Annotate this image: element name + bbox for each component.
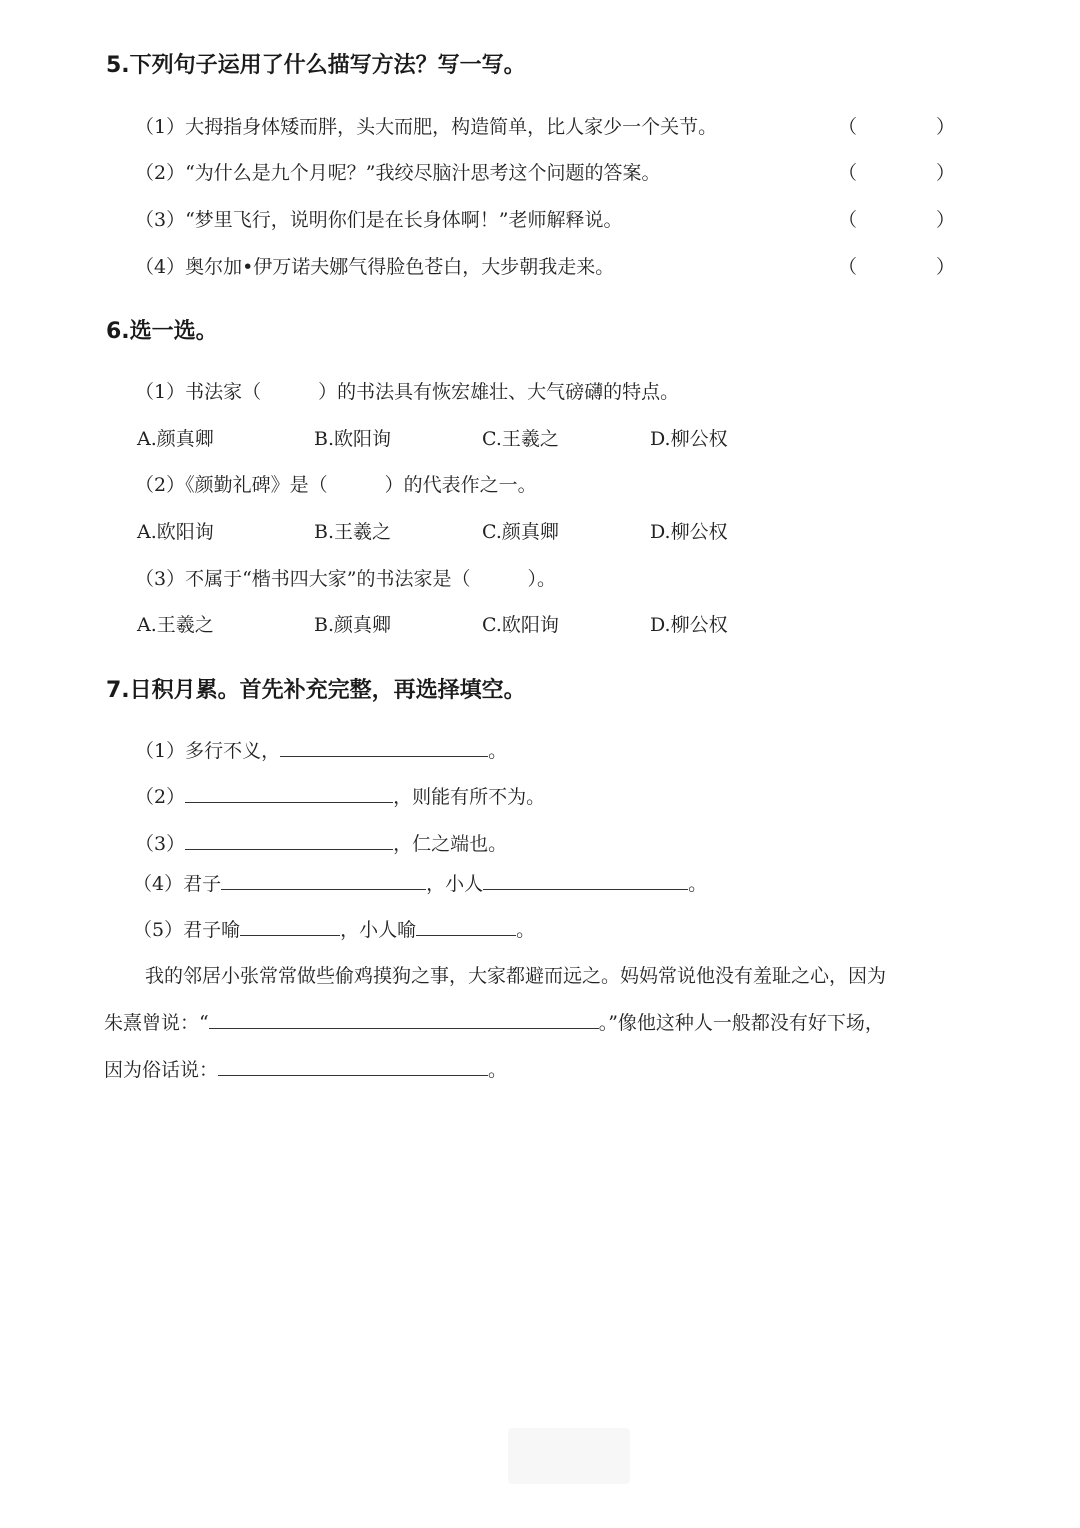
q6-stem-1: （1）书法家（ ）的书法具有恢宏雄壮、大气磅礴的特点。 [135, 381, 680, 403]
q6-2-option-b: B.王羲之 [314, 521, 392, 543]
q5-item-3-paren-open: （ [838, 209, 858, 231]
q7-fill-5-blank-a[interactable] [240, 917, 340, 936]
q6-1-option-b: B.欧阳询 [314, 428, 392, 450]
q7-fill-5 [133, 915, 535, 942]
q7-fill-3 [135, 829, 507, 856]
q5-item-1-paren-close: ） [936, 116, 956, 138]
q7-fill-4-blank-b[interactable] [483, 871, 688, 890]
q6-1-option-c: C.王羲之 [482, 428, 559, 450]
q6-3-option-b: B.颜真卿 [314, 614, 392, 636]
q6-2-option-a: A.欧阳询 [137, 521, 214, 543]
q7-fill-1-blank[interactable] [280, 738, 488, 757]
q5-item-1: （1）大拇指身体矮而胖，头大而肥，构造简单，比人家少一个关节。 [135, 116, 718, 138]
scan-smudge [508, 1428, 630, 1484]
q7-passage-line-3-prefix: 因为俗话说： [104, 1059, 219, 1081]
q7-fill-5-middle: ，小人喻 [340, 919, 417, 941]
q7-fill-2-suffix: ，则能有所不为。 [393, 786, 546, 808]
q6-heading: 6.选一选。 [106, 319, 218, 344]
q7-fill-1-suffix: 。 [488, 740, 508, 762]
q7-fill-4 [133, 869, 707, 896]
q7-fill-3-blank[interactable] [185, 831, 393, 850]
q5-item-4-paren-close: ） [936, 256, 956, 278]
q5-item-2-paren-open: （ [838, 162, 858, 184]
q7-fill-5-blank-b[interactable] [416, 917, 516, 936]
q7-fill-1-prefix: （1）多行不义， [135, 740, 281, 762]
q6-1-option-d: D.柳公权 [650, 428, 728, 450]
q7-passage-line-2 [104, 1008, 884, 1035]
q7-fill-3-suffix: ，仁之端也。 [393, 833, 508, 855]
q7-fill-4-prefix: （4）君子 [133, 873, 222, 895]
q7-fill-4-blank-a[interactable] [221, 871, 426, 890]
q5-item-2: （2）“为什么是九个月呢？”我绞尽脑汁思考这个问题的答案。 [135, 162, 661, 184]
q6-stem-2: （2）《颜勤礼碑》是（ ）的代表作之一。 [135, 474, 537, 496]
q7-passage-line-3-suffix: 。 [488, 1059, 508, 1081]
q6-stem-3: （3）不属于“楷书四大家”的书法家是（ ）。 [135, 568, 557, 590]
q7-fill-2-blank[interactable] [185, 784, 393, 803]
q5-item-3: （3）“梦里飞行，说明你们是在长身体啊！”老师解释说。 [135, 209, 623, 231]
q7-passage-line-2-prefix: 朱熹曾说：“ [104, 1012, 209, 1034]
q7-fill-4-suffix: 。 [688, 873, 708, 895]
q5-heading: 5.下列句子运用了什么描写方法？写一写。 [106, 53, 526, 78]
q5-item-4-paren-open: （ [838, 256, 858, 278]
q7-passage-line-1: 我的邻居小张常常做些偷鸡摸狗之事，大家都避而远之。妈妈常说他没有羞耻之心，因为 [145, 965, 887, 987]
q7-passage-blank-1[interactable] [209, 1010, 599, 1029]
q7-heading: 7.日积月累。首先补充完整，再选择填空。 [106, 678, 526, 703]
q6-3-option-c: C.欧阳询 [482, 614, 559, 636]
q5-item-4: （4）奥尔加•伊万诺夫娜气得脸色苍白，大步朝我走来。 [135, 256, 615, 278]
q7-fill-4-middle: ，小人 [426, 873, 484, 895]
q7-fill-3-prefix: （3） [135, 833, 186, 855]
q6-3-option-a: A.王羲之 [137, 614, 214, 636]
q7-passage-blank-2[interactable] [218, 1057, 488, 1076]
q7-fill-2-prefix: （2） [135, 786, 186, 808]
q7-passage-line-2-suffix: 。”像他这种人一般都没有好下场， [598, 1012, 884, 1034]
q7-passage-line-3 [104, 1055, 507, 1082]
q6-2-option-d: D.柳公权 [650, 521, 728, 543]
q5-item-1-paren-open: （ [838, 116, 858, 138]
q6-1-option-a: A.颜真卿 [137, 428, 214, 450]
q6-2-option-c: C.颜真卿 [482, 521, 559, 543]
q5-item-2-paren-close: ） [936, 162, 956, 184]
q7-fill-5-prefix: （5）君子喻 [133, 919, 241, 941]
q5-item-3-paren-close: ） [936, 209, 956, 231]
q6-3-option-d: D.柳公权 [650, 614, 728, 636]
q7-fill-2 [135, 782, 545, 809]
q7-fill-1 [135, 736, 507, 763]
q7-fill-5-suffix: 。 [516, 919, 536, 941]
